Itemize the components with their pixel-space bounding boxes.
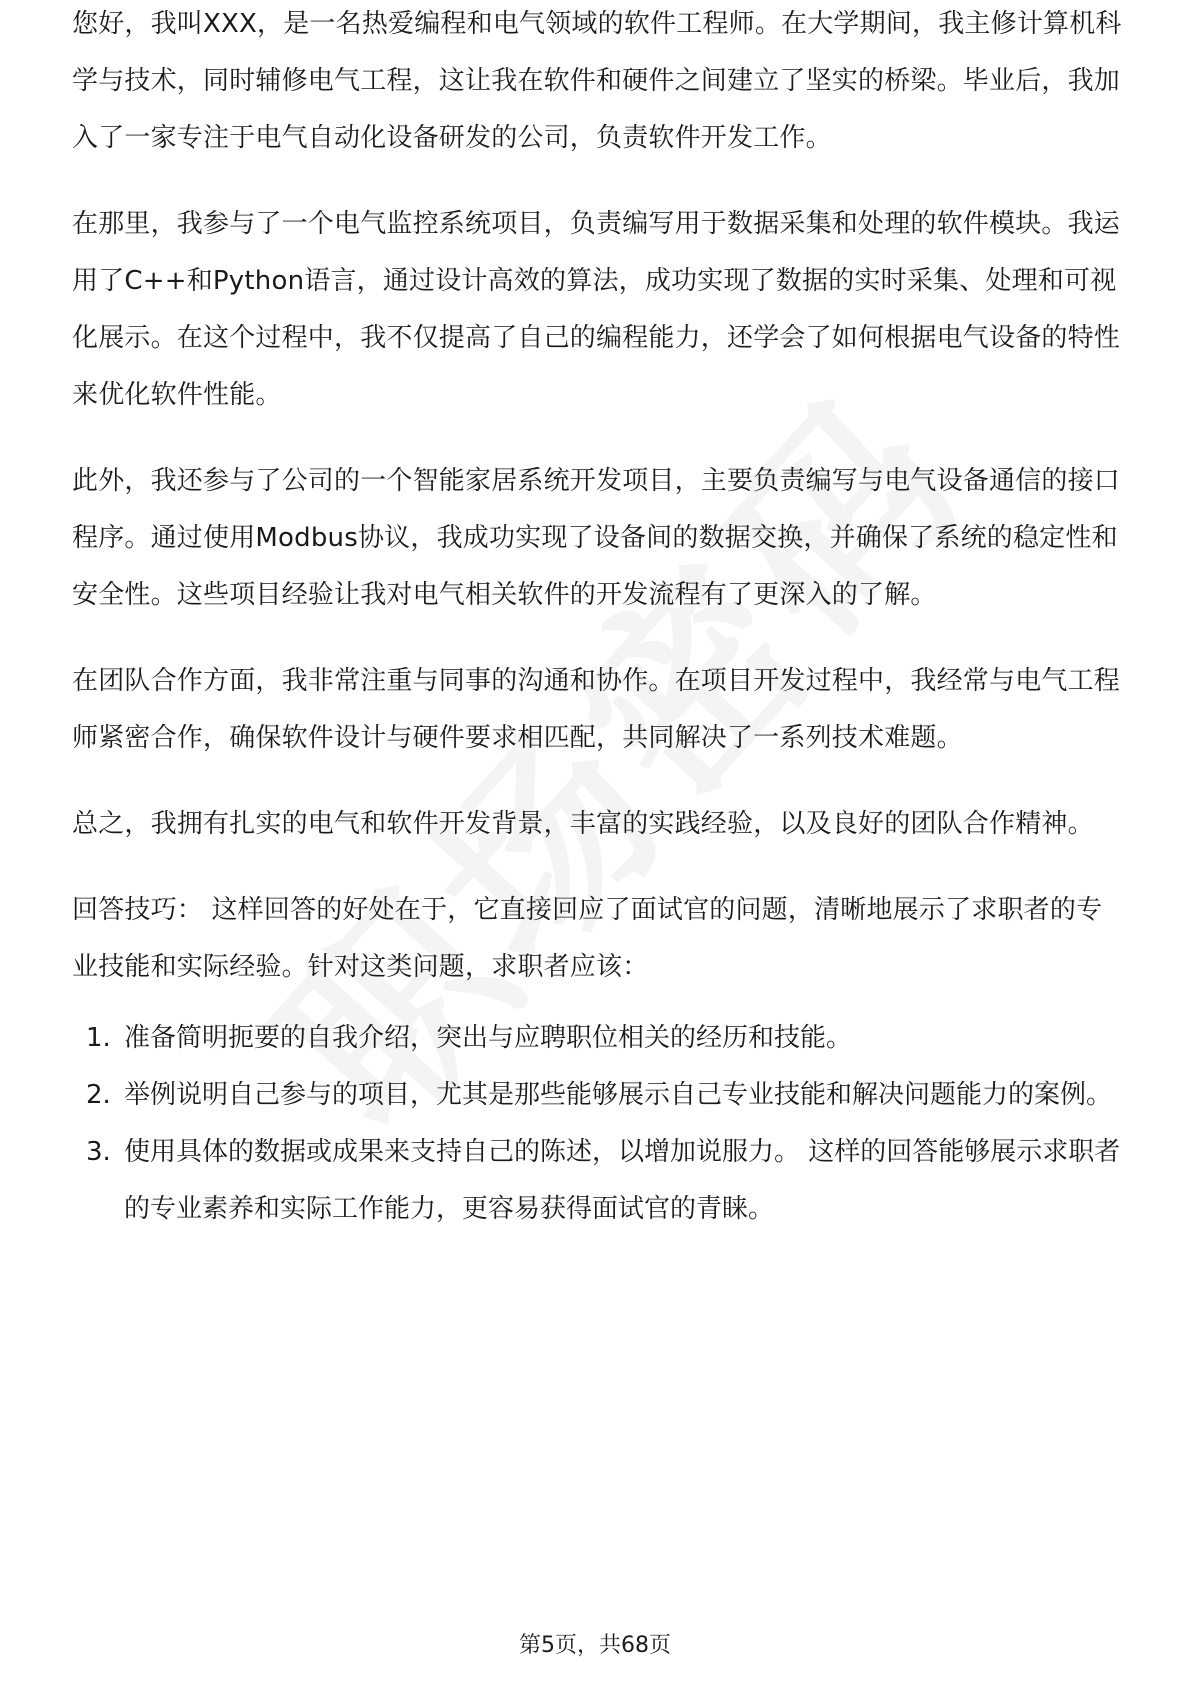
paragraph-teamwork: 在团队合作方面，我非常注重与同事的沟通和协作。在项目开发过程中，我经常与电气工程师紧密合作，确保软件设计与硬件要求相匹配，共同解决了一系列技术难题。 xyxy=(72,666,1121,753)
list-item xyxy=(72,1067,1122,1124)
list-item xyxy=(72,1010,1122,1067)
list-number: 2. xyxy=(86,1080,111,1110)
page-content xyxy=(72,9,1122,1238)
list-text: 使用具体的数据或成果来支持自己的陈述，以增加说服力。 这样的回答能够展示求职者的专业素养和实际工作能力，更容易获得面试官的青睐。 xyxy=(124,1137,1121,1224)
paragraph-intro: 您好，我叫XXX，是一名热爱编程和电气领域的软件工程师。在大学期间，我主修计算机科学与技术，同时辅修电气工程，这让我在软件和硬件之间建立了坚实的桥梁。毕业后，我加入了一家专注于电气自动化设备研发的公司，负责软件开发工作。 xyxy=(72,9,1122,153)
list-item xyxy=(72,1124,1122,1238)
paragraph-answer-tips: 回答技巧： 这样回答的好处在于，它直接回应了面试官的问题，清晰地展示了求职者的专业技能和实际经验。针对这类问题，求职者应该： xyxy=(72,895,1103,982)
list-number: 1. xyxy=(86,1023,111,1053)
paragraph-smart-home-project: 此外，我还参与了公司的一个智能家居系统开发项目，主要负责编写与电气设备通信的接口程序。通过使用Modbus协议，我成功实现了设备间的数据交换，并确保了系统的稳定性和安全性。这些项目经验让我对电气相关软件的开发流程有了更深入的了解。 xyxy=(72,466,1121,610)
list-text: 准备简明扼要的自我介绍，突出与应聘职位相关的经历和技能。 xyxy=(124,1023,853,1053)
tips-list xyxy=(72,1010,1122,1238)
paragraph-monitoring-project: 在那里，我参与了一个电气监控系统项目，负责编写用于数据采集和处理的软件模块。我运用了C++和Python语言，通过设计高效的算法，成功实现了数据的实时采集、处理和可视化展示。在这个过程中，我不仅提高了自己的编程能力，还学会了如何根据电气设备的特性来优化软件性能。 xyxy=(72,209,1121,410)
page-number-footer: 第5页，共68页 xyxy=(519,1633,671,1658)
list-text: 举例说明自己参与的项目，尤其是那些能够展示自己专业技能和解决问题能力的案例。 xyxy=(124,1080,1113,1110)
list-number: 3. xyxy=(86,1137,111,1167)
paragraph-summary: 总之，我拥有扎实的电气和软件开发背景，丰富的实践经验，以及良好的团队合作精神。 xyxy=(72,809,1094,839)
